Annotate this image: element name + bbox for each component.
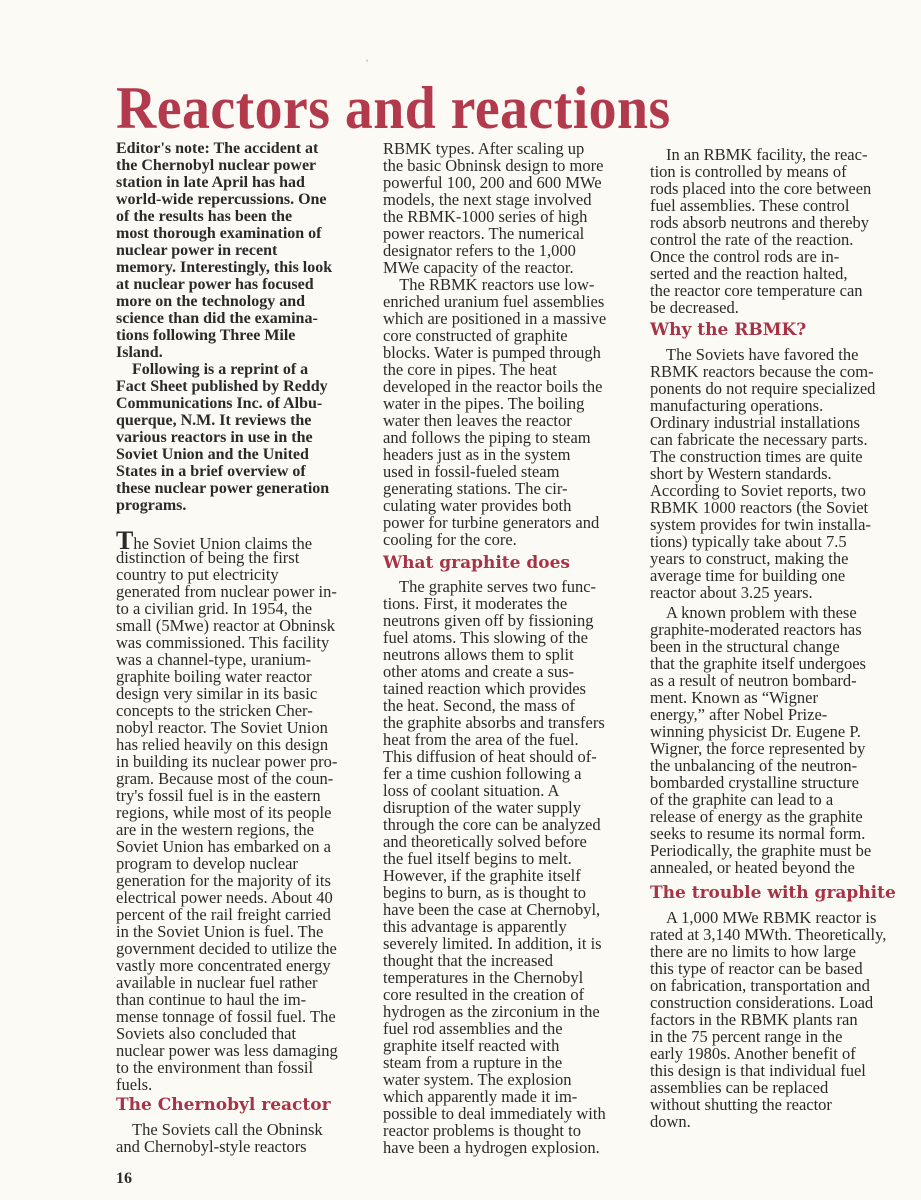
text-line: core constructed of graphite: [383, 326, 568, 345]
text-line: Following is a reprint of a: [116, 361, 309, 378]
text-line: Soviets also concluded that: [116, 1024, 297, 1043]
article-title: Reactors and reactions: [116, 75, 671, 141]
text-line: government decided to utilize the: [116, 939, 337, 958]
text-line: release of energy as the graphite: [650, 807, 863, 826]
text-line: nuclear power was less damaging: [116, 1041, 338, 1060]
paragraph: [650, 346, 875, 601]
text-line: rods placed into the core between: [650, 179, 872, 198]
text-line: of the results has been the: [116, 208, 293, 225]
text-line: and Chernobyl-style reactors: [116, 1137, 307, 1156]
paragraph: [650, 146, 871, 316]
text-line: water system. The explosion: [383, 1070, 572, 1089]
text-line: developed in the reactor boils the: [383, 377, 603, 396]
text-line: the heat. Second, the mass of: [383, 696, 575, 715]
text-line: rods absorb neutrons and thereby: [650, 213, 870, 232]
text-line: system provides for twin installa-: [650, 515, 871, 534]
text-line: these nuclear power generation: [116, 480, 330, 497]
text-line: enriched uranium fuel assemblies: [383, 292, 605, 311]
text-line: memory. Interestingly, this look: [116, 259, 333, 276]
text-line: this advantage is apparently: [383, 917, 567, 936]
text-line: possible to deal immediately with: [383, 1104, 606, 1123]
text-line: early 1980s. Another benefit of: [650, 1044, 856, 1063]
text-line: assemblies can be replaced: [650, 1078, 829, 1097]
text-line: hydrogen as the zirconium in the: [383, 1002, 600, 1021]
text-line: serted and the reaction halted,: [650, 264, 848, 283]
paragraph: [116, 140, 332, 514]
paragraph: [650, 909, 886, 1130]
text-line: mense tonnage of fossil fuel. The: [116, 1007, 336, 1026]
text-line: than continue to haul the im-: [116, 990, 307, 1009]
text-line: loss of coolant situation. A: [383, 781, 560, 800]
text-line: the core in pipes. The heat: [383, 360, 557, 379]
text-line: which apparently made it im-: [383, 1087, 578, 1106]
text-line: begins to burn, as is thought to: [383, 883, 587, 902]
text-line: Periodically, the graphite must be: [650, 841, 872, 860]
text-line: The graphite serves two func-: [399, 577, 597, 596]
text-line: fuel atoms. This slowing of the: [383, 628, 589, 647]
text-line: RBMK 1000 reactors (the Soviet: [650, 498, 869, 517]
scan-mark: ’: [365, 56, 369, 70]
text-line: nobyl reactor. The Soviet Union: [116, 718, 328, 737]
text-line: disruption of the water supply: [383, 798, 581, 817]
text-line: ponents do not require specialized: [650, 379, 876, 398]
text-line: graphite-moderated reactors has: [650, 620, 862, 639]
text-line: down.: [650, 1112, 691, 1131]
text-line: tained reaction which provides: [383, 679, 586, 698]
text-line: graphite itself reacted with: [383, 1036, 560, 1055]
text-line: temperatures in the Chernobyl: [383, 968, 584, 987]
text-line: world-wide repercussions. One: [116, 191, 327, 208]
text-line: water then leaves the reactor: [383, 411, 572, 430]
text-line: tion is controlled by means of: [650, 162, 847, 181]
text-line: manufacturing operations.: [650, 396, 824, 415]
section-heading: The Chernobyl reactor: [116, 1095, 331, 1115]
text-line: have been a hydrogen explosion.: [383, 1138, 600, 1157]
paragraph: [650, 604, 871, 876]
text-line: powerful 100, 200 and 600 MWe: [383, 173, 602, 192]
text-line: gram. Because most of the coun-: [116, 769, 334, 788]
text-line: average time for building one: [650, 566, 846, 585]
text-line: querque, N.M. It reviews the: [116, 412, 312, 429]
text-line: through the core can be analyzed: [383, 815, 601, 834]
text-line: to a civilian grid. In 1954, the: [116, 599, 313, 618]
text-line: available in nuclear fuel rather: [116, 973, 318, 992]
text-line: severely limited. In addition, it is: [383, 934, 602, 953]
text-line: been in the structural change: [650, 637, 840, 656]
text-line: neutrons given off by fissioning: [383, 611, 594, 630]
text-line: power for turbine generators and: [383, 513, 600, 532]
text-line: on fabrication, transportation and: [650, 976, 870, 995]
text-line: science than did the examina-: [116, 310, 318, 327]
text-line: other atoms and create a sus-: [383, 662, 575, 681]
text-line: RBMK reactors because the com-: [650, 362, 874, 381]
text-line: models, the next stage involved: [383, 190, 592, 209]
text-line: However, if the graphite itself: [383, 866, 581, 885]
text-line: fuel assemblies. These control: [650, 196, 850, 215]
text-line: design very similar in its basic: [116, 684, 318, 703]
paragraph: [383, 578, 606, 1156]
text-line: In an RBMK facility, the reac-: [666, 145, 868, 164]
text-line: small (5Mwe) reactor at Obninsk: [116, 616, 336, 635]
text-line: station in late April has had: [116, 174, 305, 191]
text-line: distinction of being the first: [116, 548, 300, 567]
paragraph: [116, 526, 338, 1094]
page-number: 16: [116, 1170, 132, 1187]
text-line: the unbalancing of the neutron-: [650, 756, 858, 775]
text-line: Soviet Union and the United: [116, 446, 309, 463]
text-line: various reactors in use in the: [116, 429, 313, 446]
text-line: regions, while most of its people: [116, 803, 332, 822]
text-line: nuclear power in recent: [116, 242, 278, 259]
text-line: steam from a rupture in the: [383, 1053, 563, 1072]
text-line: construction considerations. Load: [650, 993, 874, 1012]
paragraph: [383, 140, 606, 548]
text-line: Wigner, the force represented by: [650, 739, 866, 758]
text-line: was commissioned. This facility: [116, 633, 330, 652]
text-line: culating water provides both: [383, 496, 572, 515]
text-line: generating stations. The cir-: [383, 479, 568, 498]
text-line: be decreased.: [650, 298, 739, 317]
text-line: factors in the RBMK plants ran: [650, 1010, 858, 1029]
text-line: The RBMK reactors use low-: [383, 275, 595, 294]
text-line: reactor problems is thought to: [383, 1121, 581, 1140]
text-line: tions) typically take about 7.5: [650, 532, 847, 551]
text-line: reactor about 3.25 years.: [650, 583, 813, 602]
text-line: tions following Three Mile: [116, 327, 296, 344]
text-line: cooling for the core.: [383, 530, 517, 549]
text-line: without shutting the reactor: [650, 1095, 832, 1114]
text-line: the RBMK-1000 series of high: [383, 207, 588, 226]
section-heading: The trouble with graphite: [650, 883, 896, 903]
text-line: neutrons allows them to split: [383, 645, 574, 664]
text-line: heat from the area of the fuel.: [383, 730, 579, 749]
text-line: power reactors. The numerical: [383, 224, 585, 243]
text-line: generated from nuclear power in-: [116, 582, 337, 601]
text-line: The Soviets have favored the: [666, 345, 859, 364]
text-line: short by Western standards.: [650, 464, 832, 483]
text-line: A 1,000 MWe RBMK reactor is: [666, 908, 877, 927]
text-line: percent of the rail freight carried: [116, 905, 331, 924]
text-line: The construction times are quite: [650, 447, 863, 466]
text-line: control the rate of the reaction.: [650, 230, 854, 249]
text-line: concepts to the stricken Cher-: [116, 701, 313, 720]
text-line: designator refers to the 1,000: [383, 241, 576, 260]
text-line: graphite boiling water reactor: [116, 667, 312, 686]
paragraph: [116, 1121, 323, 1155]
text-line: of the graphite can lead to a: [650, 790, 834, 809]
text-line: MWe capacity of the reactor.: [383, 258, 574, 277]
text-line: fuels.: [116, 1075, 153, 1094]
text-line: seeks to resume its normal form.: [650, 824, 866, 843]
text-line: more on the technology and: [116, 293, 306, 310]
text-line: bombarded crystalline structure: [650, 773, 859, 792]
text-line: Editor's note: The accident at: [116, 140, 319, 157]
text-line: as a result of neutron bombard-: [650, 671, 857, 690]
text-line: program to develop nuclear: [116, 854, 298, 873]
text-line: are in the western regions, the: [116, 820, 314, 839]
section-heading: What graphite does: [383, 553, 570, 573]
text-line: country to put electricity: [116, 565, 279, 584]
text-line: this design is that individual fuel: [650, 1061, 866, 1080]
text-line: at nuclear power has focused: [116, 276, 314, 293]
text-line: This diffusion of heat should of-: [383, 747, 597, 766]
text-line: in the Soviet Union is fuel. The: [116, 922, 324, 941]
text-line: Once the control rods are in-: [650, 247, 840, 266]
text-line: The Soviets call the Obninsk: [132, 1120, 323, 1139]
text-line: Communications Inc. of Albu-: [116, 395, 323, 412]
text-line: and theoretically solved before: [383, 832, 587, 851]
text-line: have been the case at Chernobyl,: [383, 900, 601, 919]
text-line: The Soviet Union claims the: [116, 526, 313, 555]
text-line: Soviet Union has embarked on a: [116, 837, 331, 856]
text-line: electrical power needs. About 40: [116, 888, 333, 907]
text-line: energy,” after Nobel Prize-: [650, 705, 828, 724]
text-line: the Chernobyl nuclear power: [116, 157, 317, 174]
text-line: ment. Known as “Wigner: [650, 688, 818, 707]
text-line: years to construct, making the: [650, 549, 849, 568]
text-line: blocks. Water is pumped through: [383, 343, 601, 362]
text-line: RBMK types. After scaling up: [383, 139, 585, 158]
text-line: most thorough examination of: [116, 225, 322, 242]
text-line: headers just as in the system: [383, 445, 571, 464]
text-line: A known problem with these: [666, 603, 857, 622]
text-line: in the 75 percent range in the: [650, 1027, 843, 1046]
text-line: vastly more concentrated energy: [116, 956, 331, 975]
text-line: the fuel itself begins to melt.: [383, 849, 572, 868]
section-heading: Why the RBMK?: [650, 320, 807, 340]
text-line: has relied heavily on this design: [116, 735, 329, 754]
text-line: which are positioned in a massive: [383, 309, 607, 328]
text-line: and follows the piping to steam: [383, 428, 591, 447]
text-line: was a channel-type, uranium-: [116, 650, 312, 669]
text-line: rated at 3,140 MWth. Theoretically,: [650, 925, 887, 944]
text-line: the graphite absorbs and transfers: [383, 713, 605, 732]
text-line: fuel rod assemblies and the: [383, 1019, 563, 1038]
text-line: Ordinary industrial installations: [650, 413, 860, 432]
text-line: to the environment than fossil: [116, 1058, 314, 1077]
text-line: there are no limits to how large: [650, 942, 856, 961]
text-line: tions. First, it moderates the: [383, 594, 568, 613]
text-line: According to Soviet reports, two: [650, 481, 866, 500]
text-line: winning physicist Dr. Eugene P.: [650, 722, 861, 741]
text-line: thought that the increased: [383, 951, 553, 970]
text-line: the basic Obninsk design to more: [383, 156, 604, 175]
text-line: the reactor core temperature can: [650, 281, 863, 300]
text-line: programs.: [116, 497, 187, 514]
text-line: in building its nuclear power pro-: [116, 752, 338, 771]
text-line: generation for the majority of its: [116, 871, 331, 890]
text-line: try's fossil fuel is in the eastern: [116, 786, 321, 805]
text-line: water in the pipes. The boiling: [383, 394, 585, 413]
text-line: that the graphite itself undergoes: [650, 654, 866, 673]
text-line: can fabricate the necessary parts.: [650, 430, 868, 449]
text-line: used in fossil-fueled steam: [383, 462, 560, 481]
text-line: core resulted in the creation of: [383, 985, 585, 1004]
text-line: fer a time cushion following a: [383, 764, 582, 783]
text-line: States in a brief overview of: [116, 463, 306, 480]
text-line: this type of reactor can be based: [650, 959, 863, 978]
text-line: annealed, or heated beyond the: [650, 858, 855, 877]
text-line: Fact Sheet published by Reddy: [116, 378, 328, 395]
text-line: Island.: [116, 344, 163, 361]
